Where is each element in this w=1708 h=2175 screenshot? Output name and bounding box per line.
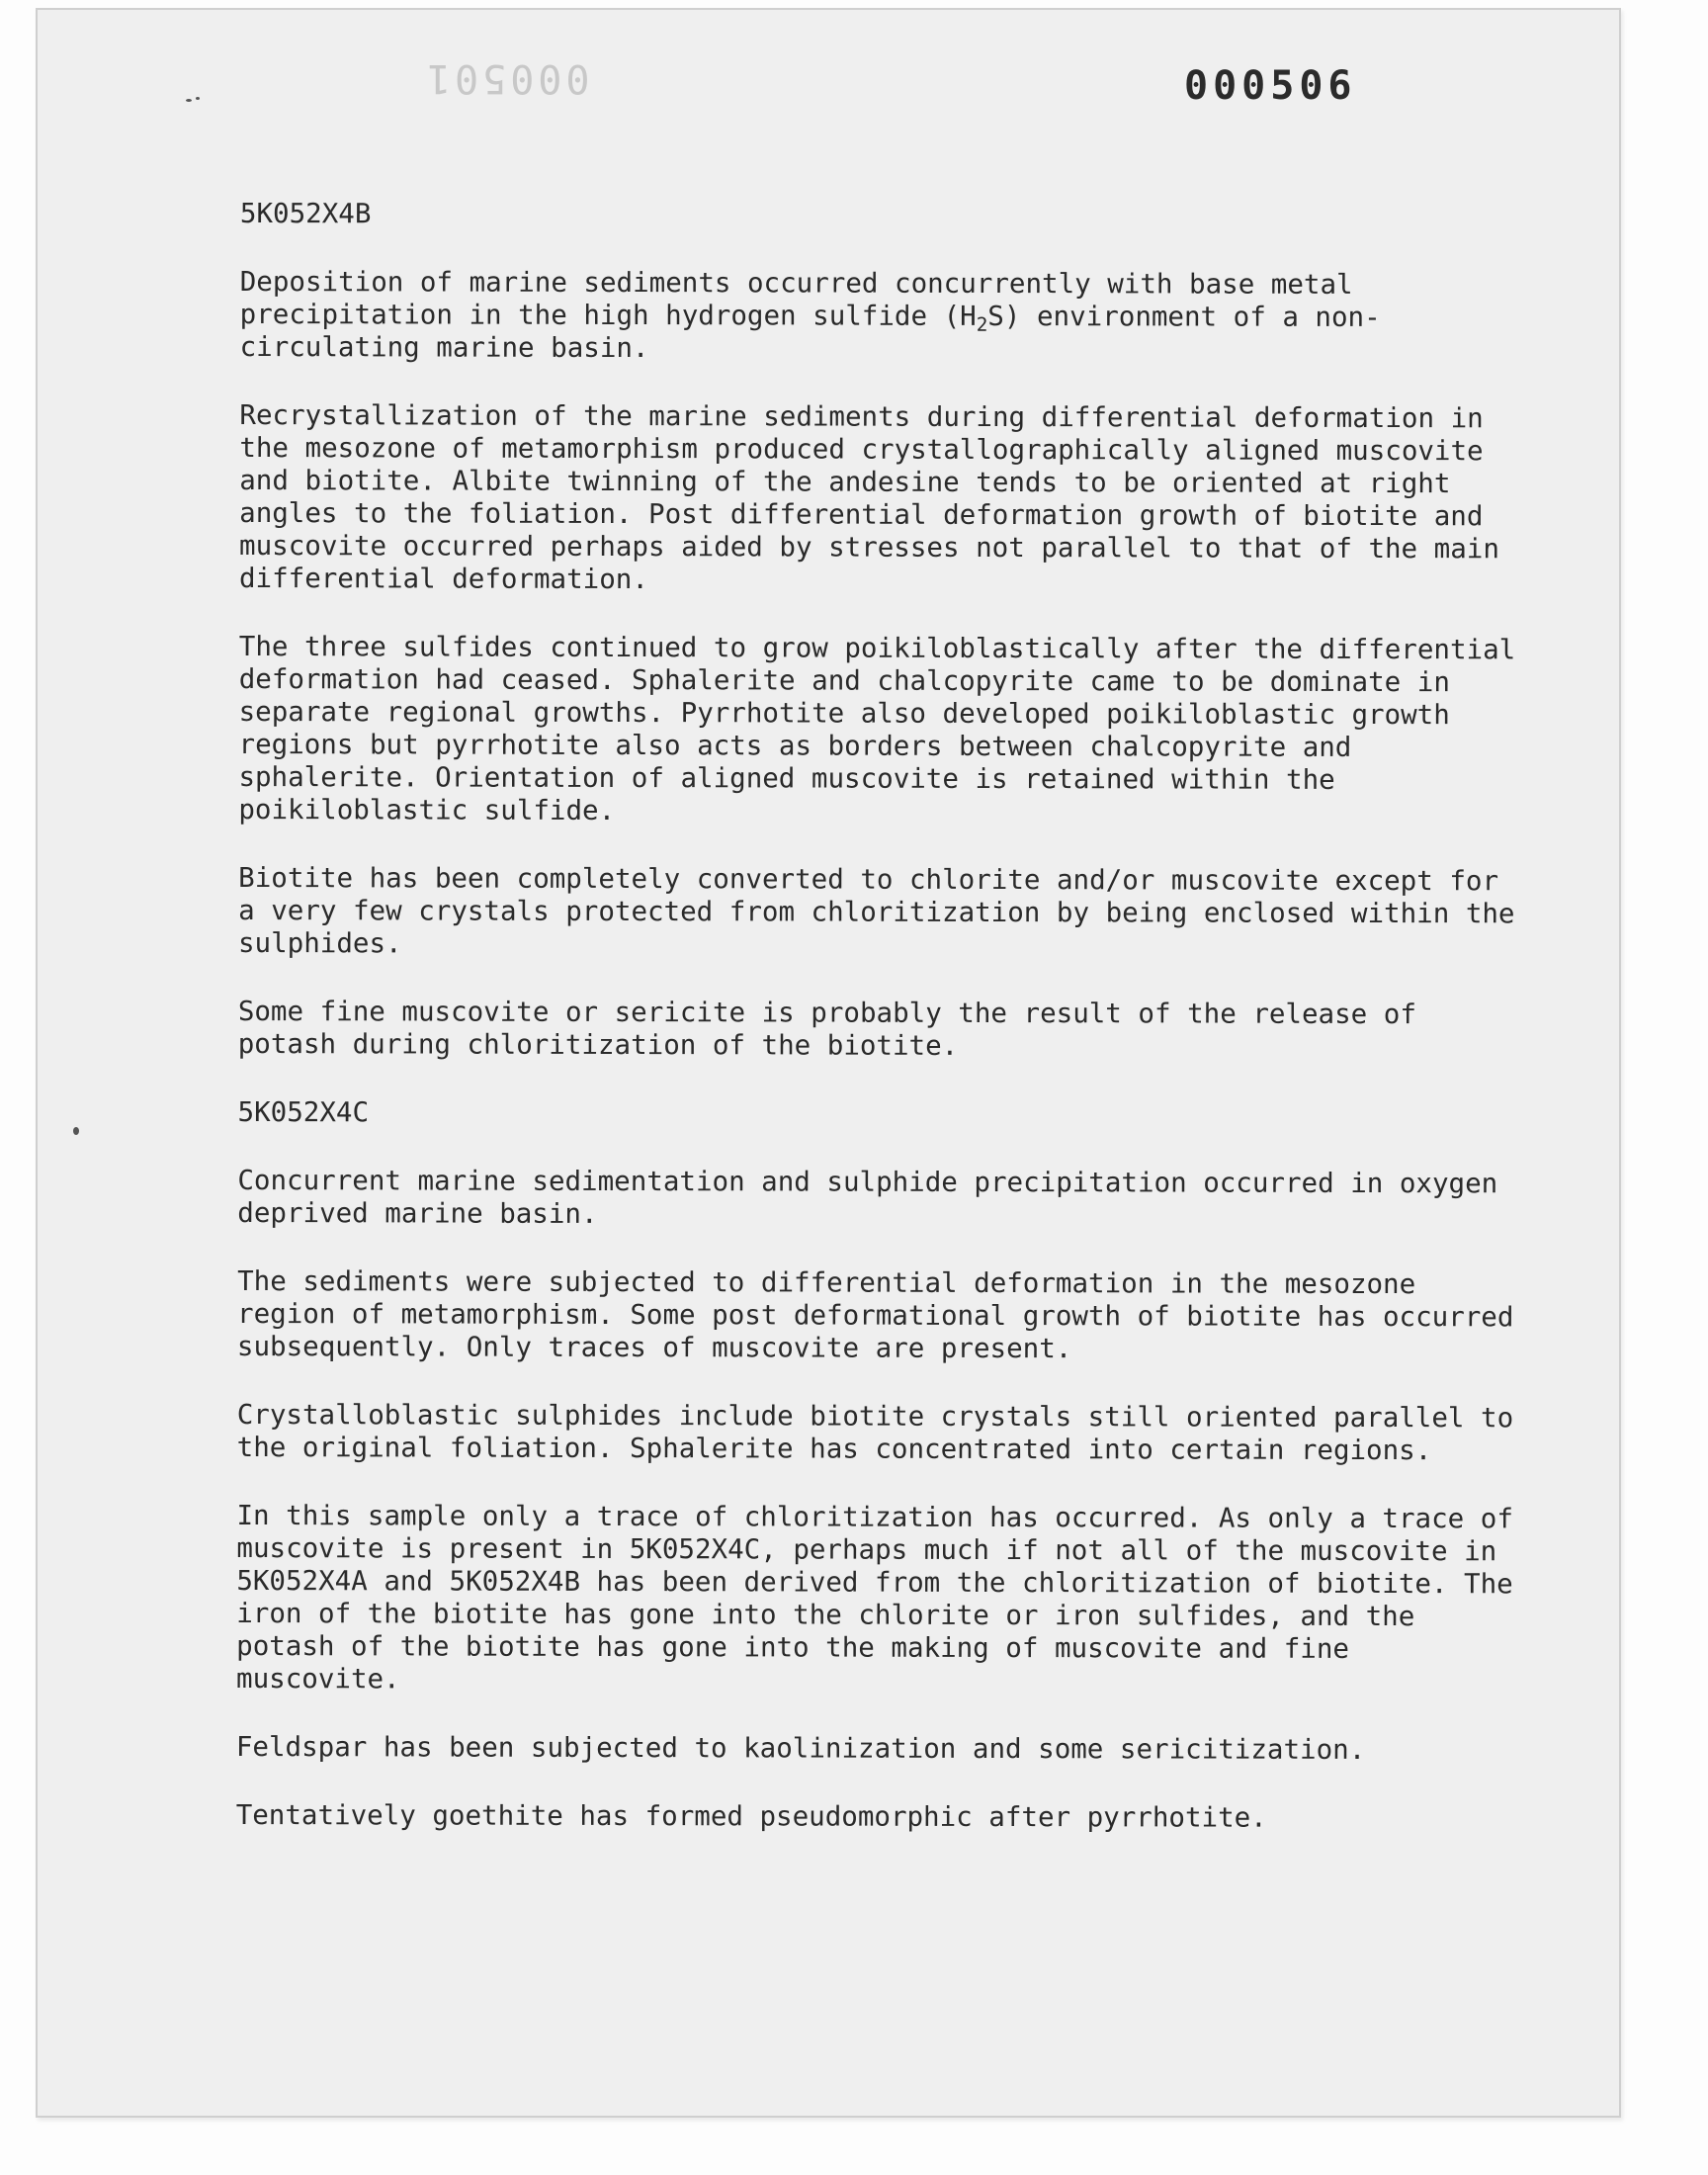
paragraph: Concurrent marine sedimentation and sulphide precipitation occurred in oxygen deprived marine basin. xyxy=(237,1164,1498,1230)
paragraph: The three sulfides continued to grow poikiloblastically after the differential deformation had ceased. Sphalerite and chalcopyrite came to be dominate in separate regional growths. Pyrrhotite also developed poikiloblastic growth regions but pyrrhotite also acts as borders between chalcopyrite and sphalerite. Orientation of aligned muscovite is retained within the poikiloblastic sulfide. xyxy=(238,630,1516,826)
section-5K052X4B xyxy=(238,198,1525,1064)
sample-id-heading: 5K052X4B xyxy=(239,198,372,230)
paragraph: The sediments were subjected to differential deformation in the mesozone region of metamorphism. Some post deformational growth of biotite has occurred subsequently. Only traces of muscovite are present. xyxy=(236,1264,1514,1365)
paragraph: Tentatively goethite has formed pseudomorphic after pyrrhotite. xyxy=(235,1798,1267,1834)
paragraph: Recrystallization of the marine sediments during differential deformation in the mesozone of metamorphism produced crystallographically aligned muscovite and biotite. Albite twinning of the andesine tends to be oriented at right angles to the foliation. Post differential deformation growth of biotite and muscovite occurred perhaps aided by stresses not parallel to that of the main differential deformation. xyxy=(238,398,1499,596)
document-body xyxy=(236,198,1525,1870)
paragraph: Some fine muscovite or sericite is probably the result of the release of potash during chloritization of the biotite. xyxy=(237,995,1416,1062)
scan-speck xyxy=(196,97,200,100)
document-sheet xyxy=(36,8,1621,2118)
sample-id-heading: 5K052X4C xyxy=(237,1095,370,1129)
bleed-through-stamp: 000501 xyxy=(423,55,590,101)
paragraph: Deposition of marine sediments occurred concurrently with base metal precipitation in the high hydrogen sulfide $(H_2S)$ environment of a non-circulating marine basin. xyxy=(239,265,1381,365)
page-number-stamp: 000506 xyxy=(1184,63,1357,109)
section-5K052X4C xyxy=(236,1096,1523,1835)
paragraph: Biotite has been completely converted to chlorite and/or muscovite except for a very few crystals protected from chloritization by being enclosed within the sulphides. xyxy=(237,861,1515,960)
scan-speck xyxy=(186,99,192,102)
paragraph: Feldspar has been subjected to kaolinization and some sericitization. xyxy=(235,1730,1366,1766)
paragraph: In this sample only a trace of chloritization has occurred. As only a trace of muscovite is present in 5K052X4C, perhaps much if not all of the muscovite in 5K052X4A and 5K052X4B has been derived from the chloritization of biotite. The iron of the biotite has gone into the chlorite or iron sulfides, and the potash of the biotite has gone into the making of muscovite and fine muscovite. xyxy=(236,1499,1513,1696)
scan-speck xyxy=(73,1127,79,1135)
paragraph: Crystalloblastic sulphides include biotite crystals still oriented parallel to the original foliation. Sphalerite has concentrated into certain regions. xyxy=(236,1398,1514,1467)
